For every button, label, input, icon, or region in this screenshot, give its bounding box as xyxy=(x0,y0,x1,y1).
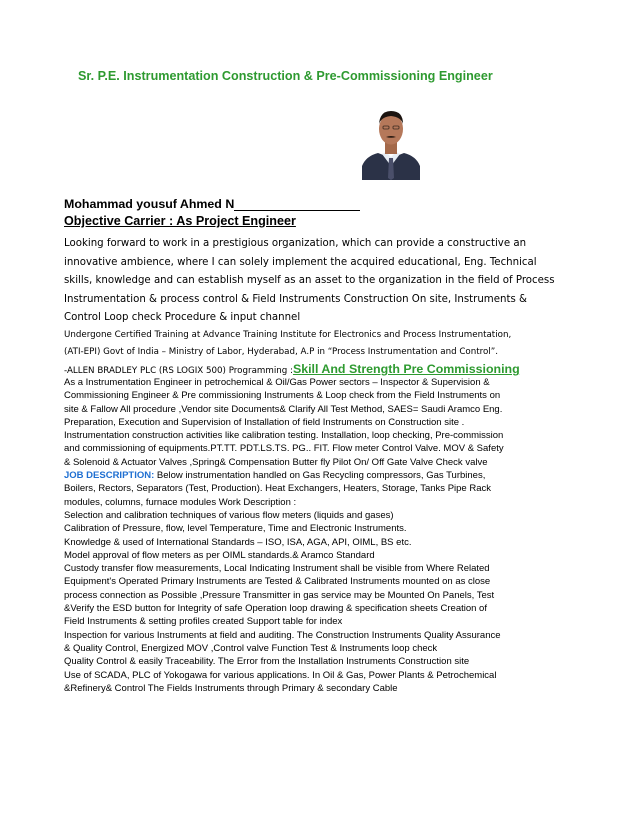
name-underline xyxy=(234,199,360,211)
text-line: Preparation, Execution and Supervision of Installation of field Instruments on Construction site . xyxy=(64,416,465,428)
text-line: innovative ambience, where I can solely implement the acquired educational, Eng. Technical xyxy=(64,256,537,268)
text-line: and commissioning of equipments.PT.TT. PDT.LS.TS. PG.. FIT. Flow meter Control Valve. MOV & Safety xyxy=(64,443,504,455)
text-line: Model approval of flow meters as per OIML standards.& Aramco Standard xyxy=(64,549,375,561)
text-line: site & Fallow All procedure ,Vendor site Documents& Clarify All Test Method, SAES= Saudi Aramco Eng. xyxy=(64,403,503,415)
text-line: (ATI-EPI) Govt of India – Ministry of Labor, Hyderabad, A.P in “Process Instrumentation and Control”. xyxy=(64,347,499,357)
text-line: Equipment's Operated Primary Instruments are Tested & Calibrated Instruments mounted on as close xyxy=(64,576,491,588)
candidate-name xyxy=(64,197,360,211)
allen-bradley-text: -ALLEN BRADLEY PLC (RS LOGIX 500) Programming : xyxy=(64,366,293,376)
text-line: & Quality Control, Energized MOV ,Control valve Function Test & Instruments loop check xyxy=(64,642,438,654)
profile-photo-image xyxy=(360,100,422,180)
text-line: Knowledge & used of International Standards – ISO, ISA, AGA, API, OIML, BS etc. xyxy=(64,536,412,548)
text-line: Custody transfer flow measurements, Local Indicating Instrument shall be visible from Where Related xyxy=(64,563,490,575)
training-paragraph xyxy=(64,327,520,380)
text-line: As a Instrumentation Engineer in petrochemical & Oil/Gas Power sectors – Inspector & Supervision & xyxy=(64,377,490,388)
text-line: Instrumentation & process control & Field Instruments Construction On site, Instruments & xyxy=(64,293,527,305)
text-line: Control Loop check Procedure & input channel xyxy=(64,312,301,324)
text-line: Field Instruments & setting profiles created Support table for index xyxy=(64,616,343,628)
text-line: Quality Control & easily Traceability. The Error from the Installation Instruments Construction site xyxy=(64,656,470,668)
text-line xyxy=(64,469,504,482)
text-line: process connection as Possible ,Pressure Transmitter in gas service may be Mounted On Panels, Test xyxy=(64,589,495,601)
text-line: Calibration of Pressure, flow, level Temperature, Time and Electronic Instruments. xyxy=(64,523,407,535)
resume-title: Sr. P.E. Instrumentation Construction & Pre-Commissioning Engineer xyxy=(78,69,493,83)
text-line: Inspection for various Instruments at field and auditing. The Construction Instruments Quality Assurance xyxy=(64,629,501,641)
objective-paragraph xyxy=(64,235,570,328)
job-description-text: Below instrumentation handled on Gas Recycling compressors, Gas Turbines, xyxy=(154,470,486,482)
text-line: &Refinery& Control The Fields Instruments through Primary & secondary Cable xyxy=(64,682,398,694)
text-line: Undergone Certified Training at Advance Training Institute for Electronics and Process Instrumentation, xyxy=(64,330,512,340)
job-description-label: JOB DESCRIPTION: xyxy=(64,470,155,482)
text-line: modules, columns, furnace modules Work Description : xyxy=(64,496,297,508)
text-line: Looking forward to work in a prestigious organization, which can provide a constructive an xyxy=(64,238,527,249)
text-line: Instrumentation construction activities like calibration testing. Installation, loop checking, Pre-commission xyxy=(64,430,504,442)
experience-body xyxy=(64,376,504,695)
text-line: Boilers, Rectors, Separators (Test, Production). Heat Exchangers, Heaters, Storage, Tanks Pipe Rack xyxy=(64,483,491,495)
text-line: Selection and calibration techniques of various flow meters (liquids and gases) xyxy=(64,509,394,521)
text-line: & Solenoid & Actuator Valves ,Spring& Compensation Butter fly Pilot On/ Off Gate Valve Check valve xyxy=(64,456,488,468)
candidate-name-text: Mohammad yousuf Ahmed N xyxy=(64,197,235,211)
text-line: Use of SCADA, PLC of Yokogawa for various applications. In Oil & Gas, Power Plants & Petrochemical xyxy=(64,669,497,681)
objective-heading: Objective Carrier : As Project Engineer xyxy=(64,214,296,228)
text-line: &Verify the ESD button for Integrity of safe Operation loop drawing & specification sheets Creation of xyxy=(64,603,487,615)
text-line: Commissioning Engineer & Pre commissioning Instruments & Loop check from the Field Instruments on xyxy=(64,390,501,402)
profile-photo xyxy=(360,100,422,180)
text-line: skills, knowledge and can establish myself as an asset to the organization in the field of Process xyxy=(64,275,555,287)
skill-heading: Skill And Strength Pre Commissioning xyxy=(292,362,520,376)
